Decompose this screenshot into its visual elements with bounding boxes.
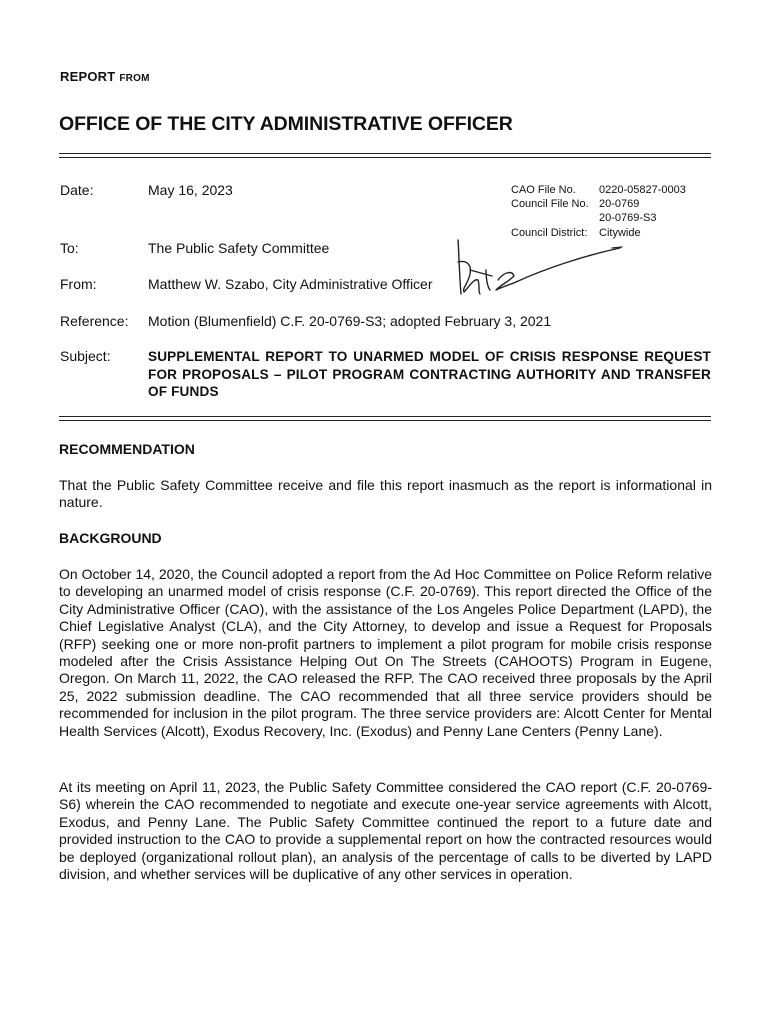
council-file-label: Council File No. <box>511 198 589 211</box>
header-divider-top <box>59 153 711 154</box>
to-label: To: <box>60 240 79 256</box>
report-label: REPORT <box>60 69 116 84</box>
from-field-label: From: <box>60 276 97 292</box>
header-divider-bottom <box>59 157 711 158</box>
date-value: May 16, 2023 <box>148 182 233 198</box>
subject-divider-top <box>59 416 711 417</box>
background-paragraph-1: On October 14, 2020, the Council adopted a report from the Ad Hoc Committee on Police Reform relative to developing an unarmed model of crisis response (C.F. 20-0769). This report directed the Office of the City Administrative Officer (CAO), with the assistance of the Los Angeles Police Department (LAPD), the Chief Legislative Analyst (CLA), and the City Attorney, to develop and issue a Request for Proposals (RFP) seeking one or more non-profit partners to implement a pilot program for mobile crisis response modeled after the Crisis Assistance Helping Out On The Streets (CAHOOTS) Program in Eugene, Oregon. On March 11, 2022, the CAO released the RFP. The CAO received three proposals by the April 25, 2022 submission deadline. The CAO recommended that all three service providers should be recommended for inclusion in the pilot program. The three service providers are: Alcott Center for Mental Health Services (Alcott), Exodus Recovery, Inc. (Exodus) and Penny Lane Centers (Penny Lane). <box>59 566 712 739</box>
council-district-label: Council District: <box>511 226 588 239</box>
to-value: The Public Safety Committee <box>148 240 330 256</box>
subject-value: SUPPLEMENTAL REPORT TO UNARMED MODEL OF CRISIS RESPONSE REQUEST FOR PROPOSALS – PILOT PROGRAM CONTRACTING AUTHORITY AND TRANSFER OF FUNDS <box>148 349 711 399</box>
date-label: Date: <box>60 182 94 198</box>
office-title: OFFICE OF THE CITY ADMINISTRATIVE OFFICER <box>59 113 513 135</box>
background-heading: BACKGROUND <box>59 530 162 546</box>
from-value: Matthew W. Szabo, City Administrative Officer <box>148 276 433 292</box>
reference-value: Motion (Blumenfield) C.F. 20-0769-S3; adopted February 3, 2021 <box>148 313 552 329</box>
cao-file-label: CAO File No. <box>511 184 576 196</box>
cao-file-value: 0220-05827-0003 <box>599 184 686 196</box>
subject-label: Subject: <box>60 348 111 364</box>
council-file-value-1: 20-0769 <box>599 198 640 211</box>
from-label: FROM <box>119 73 150 84</box>
background-paragraph-2: At its meeting on April 11, 2023, the Public Safety Committee considered the CAO report (C.F. 20-0769-S6) wherein the CAO recommended to negotiate and execute one-year service agreements with Alcott, Exodus, and Penny Lane. The Public Safety Committee continued the report to a future date and provided instruction to the CAO to provide a supplemental report on how the contracted resources would be deployed (organizational rollout plan), an analysis of the percentage of calls to be diverted by LAPD division, and whether services will be duplicative of any other services in operation. <box>59 779 712 883</box>
report-from-header <box>60 69 150 84</box>
reference-label: Reference: <box>60 313 129 329</box>
recommendation-heading: RECOMMENDATION <box>59 441 195 457</box>
council-district-value: Citywide <box>599 226 641 239</box>
subject-divider-bottom <box>59 420 711 421</box>
signature <box>452 230 632 300</box>
council-file-value-2: 20-0769-S3 <box>599 212 657 225</box>
recommendation-text: That the Public Safety Committee receive and file this report inasmuch as the report is informational in nature. <box>59 477 712 511</box>
